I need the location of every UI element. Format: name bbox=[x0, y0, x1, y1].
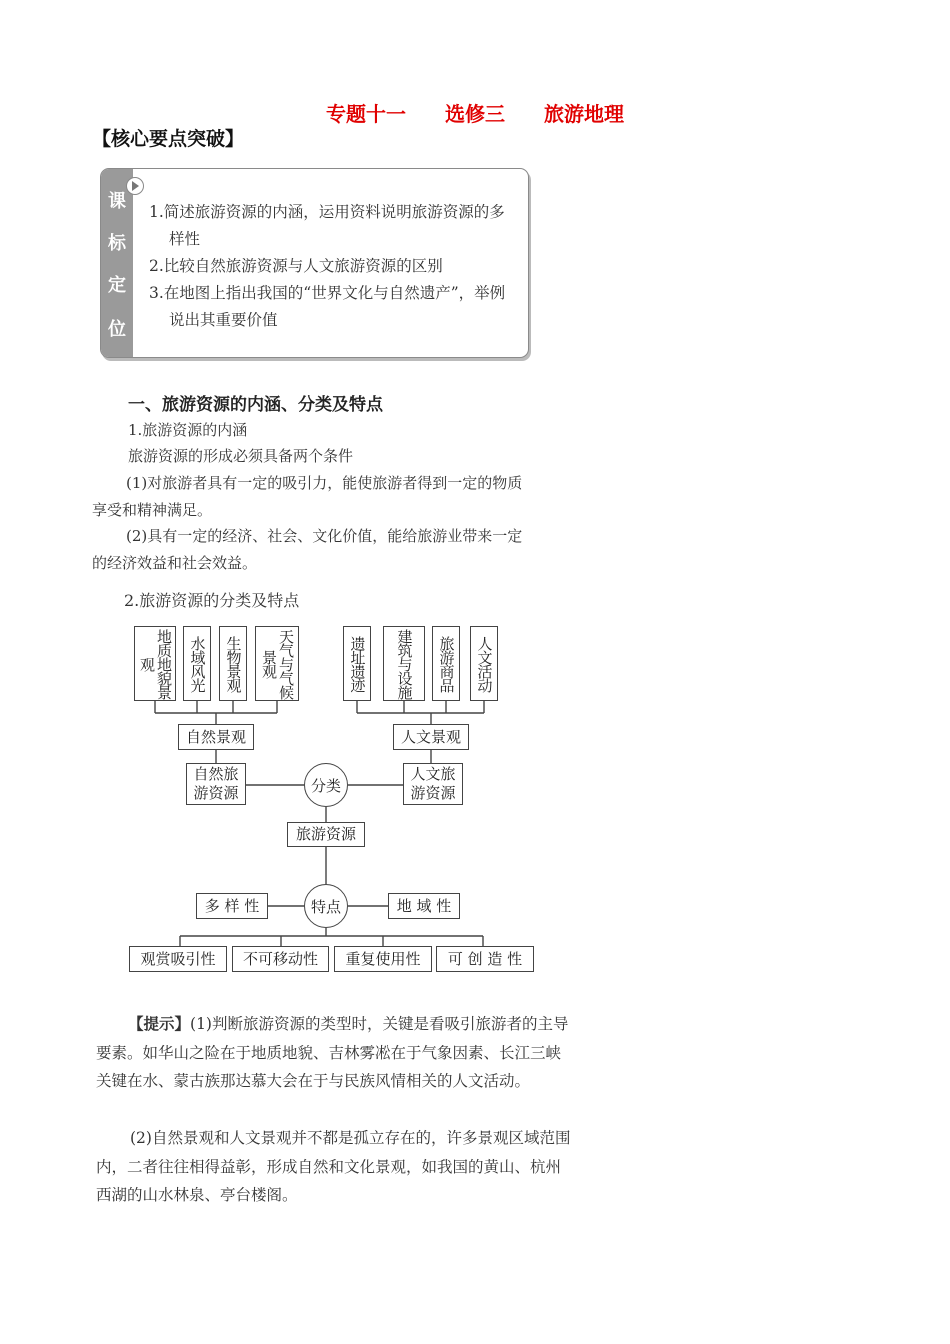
feature-creatable: 可 创 造 性 bbox=[436, 946, 534, 972]
curriculum-side-bar bbox=[101, 169, 133, 357]
tip-label: 【提示】 bbox=[128, 1015, 191, 1033]
natural-item-climate bbox=[255, 626, 299, 701]
natural-landscape-box: 自然景观 bbox=[178, 724, 254, 750]
subheading-1: 1.旅游资源的内涵 bbox=[128, 421, 248, 439]
content-heading: 一、旅游资源的内涵、分类及特点 bbox=[128, 395, 383, 415]
root-node: 旅游资源 bbox=[287, 822, 365, 847]
curriculum-item: 2.比较自然旅游资源与人文旅游资源的区别 bbox=[149, 257, 443, 275]
curriculum-item: 3.在地图上指出我国的“世界文化与自然遗产”，举例说出其重要价值 bbox=[149, 284, 506, 329]
tip-text-1: (1)判断旅游资源的类型时，关键是看吸引旅游者的主导要素。如华山之险在于地质地貌、吉林雾凇在于气象因素、长江三峡关键在水、蒙古族那达慕大会在于与民族风情相关的人文活动。 bbox=[96, 1015, 569, 1090]
natural-resource-box: 自然旅游资源 bbox=[186, 763, 246, 805]
human-resource-box: 人文旅游资源 bbox=[403, 763, 463, 805]
human-item-label: 遗址遗迹 bbox=[348, 635, 367, 692]
feature-attractive: 观赏吸引性 bbox=[129, 946, 227, 972]
section-heading: 【核心要点突破】 bbox=[92, 128, 245, 150]
side-char: 课 bbox=[108, 191, 126, 212]
human-item-relics bbox=[343, 626, 371, 701]
feature-immovable: 不可移动性 bbox=[232, 946, 329, 972]
condition-1: (1)对旅游者具有一定的吸引力，能使旅游者得到一定的物质享受和精神满足。 bbox=[92, 474, 523, 519]
play-arrow-icon bbox=[126, 177, 144, 195]
side-char: 标 bbox=[108, 233, 126, 254]
natural-item-label: 天气与气候景观 bbox=[260, 628, 295, 699]
classify-node: 分类 bbox=[304, 763, 348, 807]
natural-item-label: 生物景观 bbox=[224, 635, 243, 692]
features-node: 特点 bbox=[304, 884, 348, 928]
human-item-label: 旅游商品 bbox=[437, 635, 456, 692]
tip-paragraph-2: (2)自然景观和人文景观并不都是孤立存在的，许多景观区域范围内，二者往往相得益彰，形成自然和文化景观，如我国的黄山、杭州西湖的山水林泉、亭台楼阁。 bbox=[96, 1129, 571, 1204]
human-item-label: 建筑与设施 bbox=[395, 628, 414, 699]
natural-item-water bbox=[183, 626, 211, 701]
side-char: 位 bbox=[108, 319, 126, 340]
title-part-subject: 旅游地理 bbox=[543, 102, 624, 126]
human-landscape-box: 人文景观 bbox=[393, 724, 469, 750]
natural-item-geology bbox=[134, 626, 176, 701]
human-item-label: 人文活动 bbox=[475, 635, 494, 692]
natural-item-label: 水域风光 bbox=[188, 635, 207, 692]
title-part-course: 选修三 bbox=[445, 102, 505, 126]
human-item-goods bbox=[432, 626, 460, 701]
curriculum-list bbox=[149, 199, 519, 334]
human-item-buildings bbox=[383, 626, 425, 701]
subheading-2: 2.旅游资源的分类及特点 bbox=[124, 591, 300, 610]
title-part-topic: 专题十一 bbox=[326, 102, 407, 126]
condition-2: (2)具有一定的经济、社会、文化价值，能给旅游业带来一定的经济效益和社会效益。 bbox=[92, 527, 523, 572]
feature-regional: 地 域 性 bbox=[388, 893, 460, 919]
curriculum-item: 1.简述旅游资源的内涵，运用资料说明旅游资源的多样性 bbox=[149, 203, 505, 248]
human-item-activities bbox=[470, 626, 498, 701]
natural-item-biology bbox=[219, 626, 247, 701]
natural-item-label: 地质地貌景观 bbox=[138, 628, 173, 699]
feature-reusable: 重复使用性 bbox=[334, 946, 432, 972]
intro-text: 旅游资源的形成必须具备两个条件 bbox=[128, 447, 354, 465]
side-char: 定 bbox=[108, 275, 126, 296]
curriculum-box bbox=[100, 168, 529, 358]
tip-paragraph-1 bbox=[96, 1010, 576, 1096]
page-title bbox=[0, 98, 950, 127]
feature-diversity: 多 样 性 bbox=[196, 893, 268, 919]
